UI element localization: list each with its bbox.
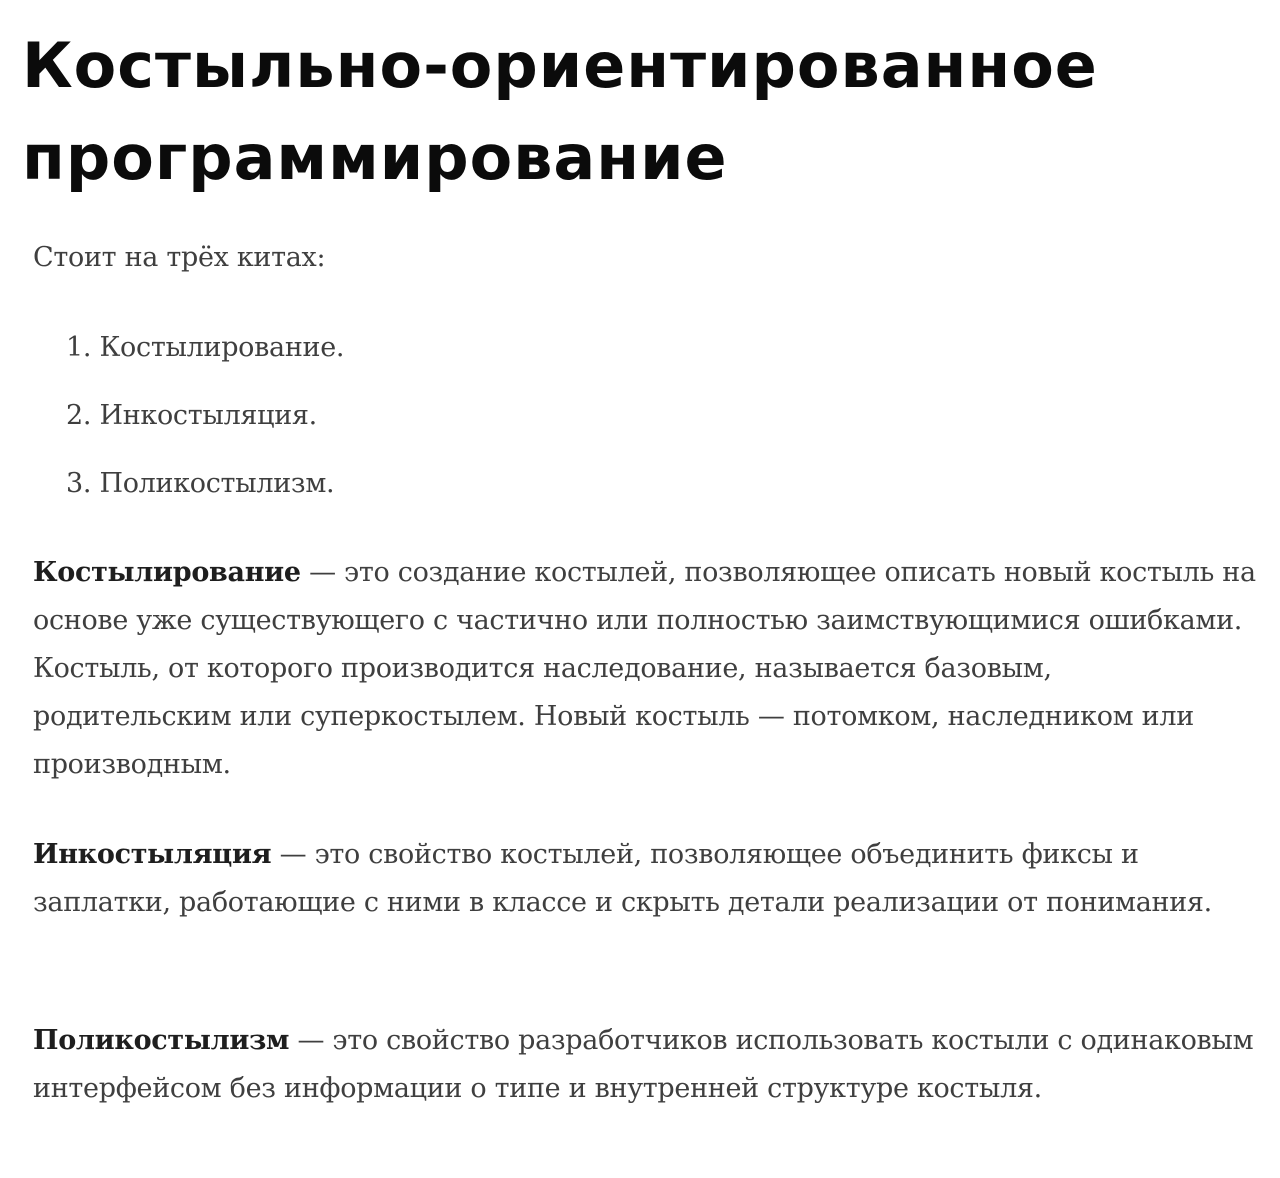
definition-text: — это свойство разработчиков использовать костыли с одинаковым интерфейсом без информации о типе и внутренней структуре костыля. [33,1025,1254,1104]
intro-text: Стоит на трёх китах: [33,242,326,273]
definition-text: — это создание костылей, позволяющее описать новый костыль на основе уже существующего с частично или полностью заимствующимися ошибками. Костыль, от которого производится наследование, называется базовым, родительским или суперкостылем. Новый костыль — потомком, наследником или производным. [33,557,1256,780]
list-item: 2. Инкостыляция. [66,400,317,431]
definition-term: Поликостылизм [33,1025,290,1056]
definition-paragraph-polikostylizm [33,1017,1258,1113]
definition-term: Инкостыляция [33,839,272,870]
definition-term: Костылирование [33,557,301,588]
page-title-line-1: Костыльно-ориентированное [22,29,1098,102]
page-title [22,20,1252,204]
definition-paragraph-kostylirovanie [33,549,1258,789]
page-title-line-2: программирование [22,121,728,194]
definition-paragraph-inkostylyatsiya [33,831,1258,927]
definition-text: — это свойство костылей, позволяющее объединить фиксы и заплатки, работающие с ними в классе и скрыть детали реализации от понимания. [33,839,1212,918]
principles-list [66,326,344,530]
list-item: 1. Костылирование. [66,332,345,363]
list-item: 3. Поликостылизм. [66,468,335,499]
